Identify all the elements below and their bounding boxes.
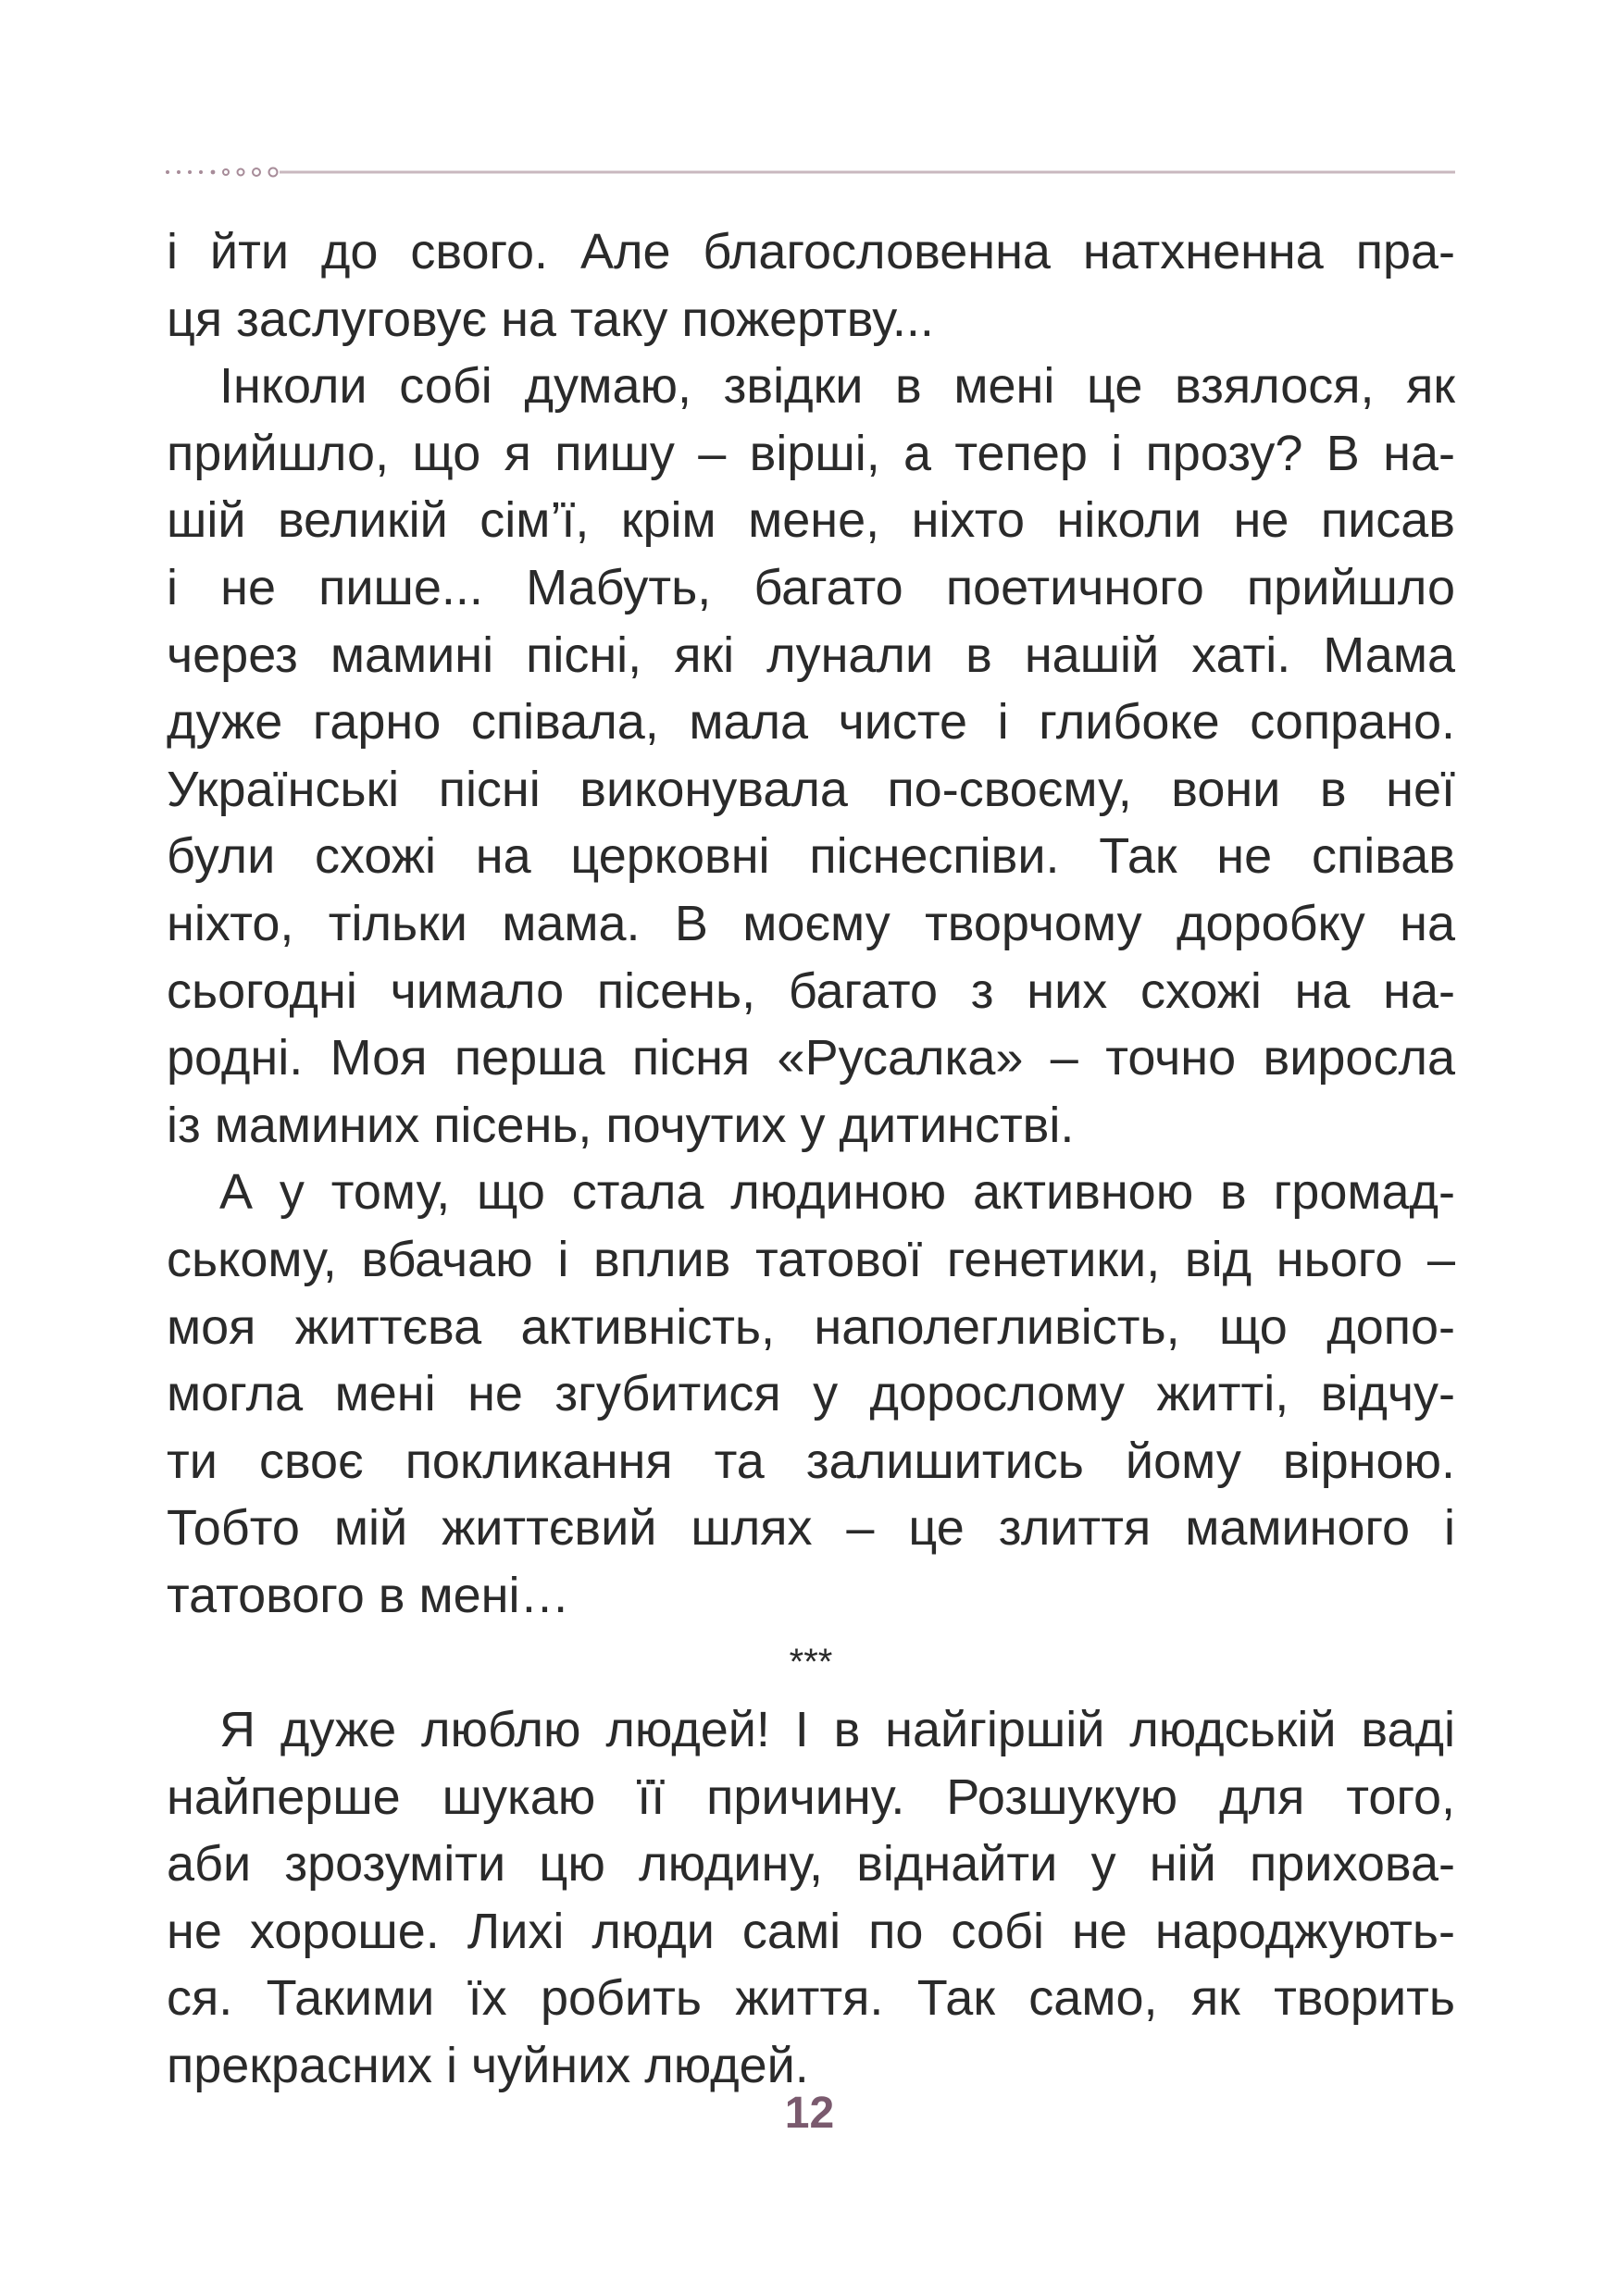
text-line: ніхто, тільки мама. В моєму творчому доробку на [167,895,1455,951]
text-line: через мамині пісні, які лунали в нашій хаті. Мама [167,627,1455,683]
section-separator: *** [789,1642,833,1683]
text-line: і йти до свого. Але благословенна натхненна пра- [167,224,1455,279]
text-line: А у тому, що стала людиною активною в громад- [219,1164,1455,1221]
text-line: шій великій сім’ї, крім мене, ніхто ніколи не писав [167,492,1455,549]
dotted-rule-icon [165,167,1455,178]
text-line: Тобто мій життєвий шлях – це злиття маминого і [167,1500,1455,1557]
text-line: найперше шукаю її причину. Розшукую для того, [167,1769,1455,1825]
text-line: Я дуже люблю людей! І в найгіршій людській ваді [219,1702,1455,1758]
text-line: ському, вбачаю і вплив татової генетики, від нього – [167,1231,1455,1287]
text-line: не хороше. Лихі люди самі по собі не народжують- [167,1903,1455,1959]
paragraph [167,1159,1455,1629]
text-line: татового в мені… [167,1567,570,1623]
paragraph [167,353,1455,1159]
text-line: Українські пісні виконувала по-своєму, вони в неї [167,761,1455,817]
text-line: ти своє покликання та залишитись йому вірною. [167,1433,1455,1489]
text-line: сьогодні чимало пісень, багато з них схожі на на- [167,962,1455,1019]
text-line: із маминих пісень, почутих у дитинстві. [167,1097,1075,1153]
text-line: Інколи собі думаю, звідки в мені це взялося, як [219,358,1455,415]
header-ornament-rule [165,167,1455,178]
text-line: моя життєва активність, наполегливість, що допо- [167,1298,1455,1355]
text-line: аби зрозуміти цю людину, віднайти у ній прихова- [167,1836,1455,1893]
text-line: родні. Моя перша пісня «Русалка» – точно виросла [167,1030,1455,1086]
paragraph [167,218,1455,353]
text-line: ця заслуговує на таку пожертву... [167,291,934,347]
text-line: прийшло, що я пишу – вірші, а тепер і прозу? В на- [167,425,1455,481]
text-line: прекрасних і чуйних людей. [167,2038,809,2094]
body-text [167,218,1455,2100]
page-number: 12 [784,2089,835,2138]
paragraph [167,1696,1455,2100]
text-line: і не пише... Мабуть, багато поетичного прийшло [167,559,1455,615]
text-line: дуже гарно співала, мала чисте і глибоке сопрано. [167,694,1455,751]
text-line: ся. Такими їх робить життя. Так само, як творить [167,1970,1455,2027]
text-line: могла мені не згубитися у дорослому житті, відчу- [167,1366,1455,1422]
text-line: були схожі на церковні піснеспіви. Так не співав [167,828,1455,885]
